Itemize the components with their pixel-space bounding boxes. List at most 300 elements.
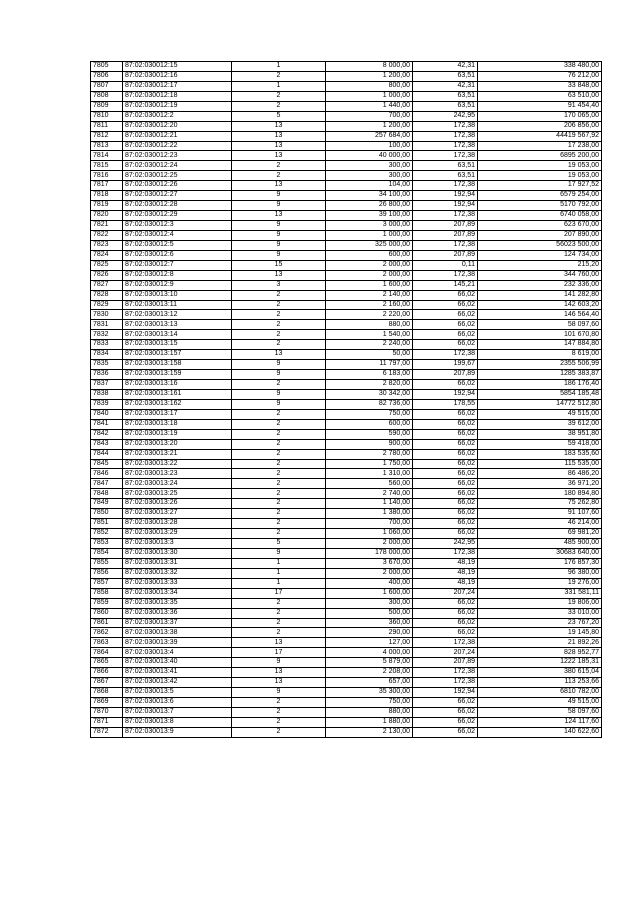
area-cell: 1 200,00 [326,121,413,131]
table-row [91,588,602,598]
area-cell: 1 600,00 [326,280,413,290]
area-cell: 800,00 [326,81,413,91]
rate-cell: 63,51 [413,101,478,111]
table-row [91,717,602,727]
cadastral-number-cell: 87:02:030012:22 [123,141,232,151]
group-cell: 2 [232,717,326,727]
row-number-cell: 7827 [91,280,123,290]
group-cell: 9 [232,360,326,370]
table-row [91,409,602,419]
table-row [91,181,602,191]
rate-cell: 242,95 [413,111,478,121]
row-number-cell: 7864 [91,648,123,658]
table-row [91,399,602,409]
row-number-cell: 7823 [91,240,123,250]
rate-cell: 192,94 [413,191,478,201]
area-cell: 178 000,00 [326,548,413,558]
cadastral-number-cell: 87:02:030013:33 [123,578,232,588]
group-cell: 2 [232,91,326,101]
table-row [91,171,602,181]
rate-cell: 172,38 [413,240,478,250]
group-cell: 2 [232,300,326,310]
value-cell: 215,20 [478,260,602,270]
rate-cell: 48,19 [413,578,478,588]
rate-cell: 172,38 [413,668,478,678]
area-cell: 2 220,00 [326,310,413,320]
row-number-cell: 7832 [91,330,123,340]
row-number-cell: 7843 [91,439,123,449]
table-row [91,151,602,161]
table-row [91,707,602,717]
group-cell: 2 [232,608,326,618]
table-row [91,250,602,260]
cadastral-number-cell: 87:02:030013:28 [123,519,232,529]
area-cell: 600,00 [326,419,413,429]
row-number-cell: 7863 [91,638,123,648]
table-row [91,618,602,628]
area-cell: 400,00 [326,578,413,588]
group-cell: 2 [232,449,326,459]
area-cell: 3 000,00 [326,221,413,231]
group-cell: 9 [232,399,326,409]
rate-cell: 172,38 [413,548,478,558]
rate-cell: 172,38 [413,638,478,648]
row-number-cell: 7829 [91,300,123,310]
value-cell: 59 418,00 [478,439,602,449]
cadastral-number-cell: 87:02:030012:27 [123,191,232,201]
area-cell: 300,00 [326,171,413,181]
cadastral-number-cell: 87:02:030012:28 [123,201,232,211]
area-cell: 35 300,00 [326,688,413,698]
cadastral-number-cell: 87:02:030013:3 [123,539,232,549]
table-row [91,628,602,638]
area-cell: 2 000,00 [326,270,413,280]
value-cell: 338 480,00 [478,62,602,72]
value-cell: 6579 254,00 [478,191,602,201]
table-row [91,429,602,439]
table-row [91,111,602,121]
row-number-cell: 7869 [91,698,123,708]
area-cell: 700,00 [326,111,413,121]
table-row [91,558,602,568]
table-row [91,221,602,231]
group-cell: 2 [232,499,326,509]
area-cell: 2 820,00 [326,380,413,390]
table-row [91,320,602,330]
group-cell: 2 [232,330,326,340]
rate-cell: 192,94 [413,389,478,399]
table-row [91,668,602,678]
value-cell: 176 857,30 [478,558,602,568]
row-number-cell: 7812 [91,131,123,141]
rate-cell: 66,02 [413,409,478,419]
rate-cell: 66,02 [413,380,478,390]
cadastral-number-cell: 87:02:030013:16 [123,380,232,390]
area-cell: 600,00 [326,250,413,260]
group-cell: 9 [232,658,326,668]
area-cell: 1 600,00 [326,588,413,598]
group-cell: 13 [232,121,326,131]
rate-cell: 42,31 [413,81,478,91]
group-cell: 9 [232,191,326,201]
cadastral-number-cell: 87:02:030012:24 [123,161,232,171]
value-cell: 8 619,00 [478,350,602,360]
table-row [91,389,602,399]
area-cell: 300,00 [326,161,413,171]
table-row [91,489,602,499]
value-cell: 21 892,26 [478,638,602,648]
rate-cell: 66,02 [413,449,478,459]
value-cell: 58 097,60 [478,320,602,330]
rate-cell: 66,02 [413,698,478,708]
rate-cell: 66,02 [413,439,478,449]
value-cell: 19 276,00 [478,578,602,588]
group-cell: 2 [232,519,326,529]
area-cell: 2 140,00 [326,290,413,300]
table-row [91,598,602,608]
group-cell: 13 [232,181,326,191]
table-row [91,360,602,370]
cadastral-number-cell: 87:02:030013:8 [123,717,232,727]
group-cell: 17 [232,648,326,658]
rate-cell: 66,02 [413,489,478,499]
rate-cell: 66,02 [413,300,478,310]
row-number-cell: 7807 [91,81,123,91]
row-number-cell: 7848 [91,489,123,499]
row-number-cell: 7861 [91,618,123,628]
area-cell: 39 100,00 [326,211,413,221]
table-row [91,678,602,688]
table-row [91,539,602,549]
value-cell: 39 612,00 [478,419,602,429]
table-row [91,330,602,340]
table-row [91,469,602,479]
cadastral-number-cell: 87:02:030012:15 [123,62,232,72]
table-row [91,141,602,151]
row-number-cell: 7835 [91,360,123,370]
rate-cell: 48,19 [413,568,478,578]
group-cell: 9 [232,370,326,380]
row-number-cell: 7856 [91,568,123,578]
value-cell: 30683 640,00 [478,548,602,558]
rate-cell: 66,02 [413,340,478,350]
cadastral-number-cell: 87:02:030013:14 [123,330,232,340]
rate-cell: 207,24 [413,588,478,598]
value-cell: 115 535,00 [478,459,602,469]
cadastral-number-cell: 87:02:030013:23 [123,469,232,479]
area-cell: 1 540,00 [326,330,413,340]
rate-cell: 172,38 [413,141,478,151]
cadastral-number-cell: 87:02:030013:10 [123,290,232,300]
group-cell: 2 [232,320,326,330]
area-cell: 360,00 [326,618,413,628]
table-row [91,260,602,270]
table-row [91,380,602,390]
area-cell: 2 740,00 [326,489,413,499]
cadastral-number-cell: 87:02:030012:17 [123,81,232,91]
group-cell: 13 [232,678,326,688]
rate-cell: 172,38 [413,181,478,191]
area-cell: 500,00 [326,608,413,618]
document-page [90,61,599,738]
row-number-cell: 7826 [91,270,123,280]
rate-cell: 207,89 [413,230,478,240]
area-cell: 750,00 [326,698,413,708]
value-cell: 124 734,00 [478,250,602,260]
row-number-cell: 7860 [91,608,123,618]
row-number-cell: 7809 [91,101,123,111]
group-cell: 2 [232,509,326,519]
area-cell: 1 440,00 [326,101,413,111]
area-cell: 100,00 [326,141,413,151]
cadastral-number-cell: 87:02:030012:20 [123,121,232,131]
value-cell: 19 806,00 [478,598,602,608]
area-cell: 1 310,00 [326,469,413,479]
cadastral-number-cell: 87:02:030013:13 [123,320,232,330]
row-number-cell: 7854 [91,548,123,558]
area-cell: 900,00 [326,439,413,449]
group-cell: 9 [232,548,326,558]
rate-cell: 63,51 [413,171,478,181]
group-cell: 13 [232,151,326,161]
area-cell: 325 000,00 [326,240,413,250]
row-number-cell: 7821 [91,221,123,231]
area-cell: 82 736,00 [326,399,413,409]
table-row [91,727,602,737]
table-body [91,62,602,738]
cadastral-number-cell: 87:02:030013:42 [123,678,232,688]
area-cell: 1 200,00 [326,71,413,81]
value-cell: 141 282,80 [478,290,602,300]
cadastral-number-cell: 87:02:030013:25 [123,489,232,499]
value-cell: 5854 185,48 [478,389,602,399]
row-number-cell: 7871 [91,717,123,727]
cadastral-number-cell: 87:02:030013:9 [123,727,232,737]
value-cell: 6810 782,00 [478,688,602,698]
row-number-cell: 7855 [91,558,123,568]
cadastral-number-cell: 87:02:030013:4 [123,648,232,658]
value-cell: 69 981,20 [478,529,602,539]
cadastral-number-cell: 87:02:030013:20 [123,439,232,449]
cadastral-number-cell: 87:02:030013:29 [123,529,232,539]
row-number-cell: 7831 [91,320,123,330]
area-cell: 2 780,00 [326,449,413,459]
row-number-cell: 7814 [91,151,123,161]
table-row [91,648,602,658]
cadastral-number-cell: 87:02:030012:7 [123,260,232,270]
value-cell: 6895 200,00 [478,151,602,161]
rate-cell: 207,24 [413,648,478,658]
area-cell: 50,00 [326,350,413,360]
row-number-cell: 7828 [91,290,123,300]
group-cell: 2 [232,479,326,489]
value-cell: 63 510,00 [478,91,602,101]
cadastral-number-cell: 87:02:030013:35 [123,598,232,608]
group-cell: 2 [232,101,326,111]
cadastral-number-cell: 87:02:030012:3 [123,221,232,231]
cadastral-number-cell: 87:02:030013:6 [123,698,232,708]
row-number-cell: 7816 [91,171,123,181]
table-row [91,211,602,221]
row-number-cell: 7849 [91,499,123,509]
row-number-cell: 7840 [91,409,123,419]
cadastral-number-cell: 87:02:030012:16 [123,71,232,81]
table-row [91,201,602,211]
cadastral-number-cell: 87:02:030013:11 [123,300,232,310]
value-cell: 5170 792,00 [478,201,602,211]
value-cell: 344 760,00 [478,270,602,280]
table-row [91,91,602,101]
cadastral-number-cell: 87:02:030013:5 [123,688,232,698]
cadastral-number-cell: 87:02:030013:12 [123,310,232,320]
area-cell: 2 000,00 [326,568,413,578]
cadastral-number-cell: 87:02:030013:30 [123,548,232,558]
table-row [91,578,602,588]
table-row [91,240,602,250]
area-cell: 2 130,00 [326,727,413,737]
value-cell: 19 145,80 [478,628,602,638]
group-cell: 13 [232,141,326,151]
rate-cell: 66,02 [413,608,478,618]
group-cell: 2 [232,419,326,429]
value-cell: 828 952,77 [478,648,602,658]
row-number-cell: 7830 [91,310,123,320]
area-cell: 1 880,00 [326,717,413,727]
area-cell: 560,00 [326,479,413,489]
table-row [91,548,602,558]
group-cell: 9 [232,221,326,231]
value-cell: 207 890,00 [478,230,602,240]
rate-cell: 66,02 [413,479,478,489]
rate-cell: 207,89 [413,250,478,260]
cadastral-number-cell: 87:02:030012:29 [123,211,232,221]
table-row [91,230,602,240]
table-row [91,62,602,72]
rate-cell: 242,95 [413,539,478,549]
table-row [91,698,602,708]
table-row [91,270,602,280]
rate-cell: 66,02 [413,320,478,330]
row-number-cell: 7842 [91,429,123,439]
cadastral-number-cell: 87:02:030012:26 [123,181,232,191]
area-cell: 590,00 [326,429,413,439]
cadastral-number-cell: 87:02:030012:6 [123,250,232,260]
group-cell: 2 [232,707,326,717]
rate-cell: 66,02 [413,727,478,737]
table-row [91,81,602,91]
value-cell: 1222 185,31 [478,658,602,668]
rate-cell: 42,31 [413,62,478,72]
table-row [91,300,602,310]
row-number-cell: 7819 [91,201,123,211]
cadastral-number-cell: 87:02:030013:22 [123,459,232,469]
rate-cell: 207,89 [413,370,478,380]
row-number-cell: 7862 [91,628,123,638]
row-number-cell: 7872 [91,727,123,737]
table-row [91,608,602,618]
value-cell: 186 176,40 [478,380,602,390]
area-cell: 34 100,00 [326,191,413,201]
table-row [91,519,602,529]
area-cell: 104,00 [326,181,413,191]
cadastral-number-cell: 87:02:030012:25 [123,171,232,181]
group-cell: 13 [232,270,326,280]
rate-cell: 172,38 [413,678,478,688]
rate-cell: 66,02 [413,618,478,628]
row-number-cell: 7824 [91,250,123,260]
row-number-cell: 7844 [91,449,123,459]
area-cell: 880,00 [326,707,413,717]
group-cell: 13 [232,668,326,678]
row-number-cell: 7810 [91,111,123,121]
area-cell: 750,00 [326,409,413,419]
table-row [91,290,602,300]
table-row [91,459,602,469]
value-cell: 76 212,00 [478,71,602,81]
row-number-cell: 7851 [91,519,123,529]
group-cell: 2 [232,459,326,469]
area-cell: 2 160,00 [326,300,413,310]
cadastral-number-cell: 87:02:030013:7 [123,707,232,717]
group-cell: 1 [232,62,326,72]
value-cell: 623 670,00 [478,221,602,231]
cadastral-number-cell: 87:02:030013:18 [123,419,232,429]
area-cell: 5 879,00 [326,658,413,668]
row-number-cell: 7858 [91,588,123,598]
value-cell: 19 053,00 [478,161,602,171]
rate-cell: 172,38 [413,131,478,141]
table-row [91,310,602,320]
cadastral-number-cell: 87:02:030013:19 [123,429,232,439]
value-cell: 2355 506,99 [478,360,602,370]
row-number-cell: 7845 [91,459,123,469]
table-row [91,191,602,201]
cadastral-number-cell: 87:02:030013:158 [123,360,232,370]
rate-cell: 192,94 [413,688,478,698]
cadastral-number-cell: 87:02:030012:21 [123,131,232,141]
rate-cell: 66,02 [413,429,478,439]
value-cell: 23 767,20 [478,618,602,628]
value-cell: 86 486,20 [478,469,602,479]
cadastral-number-cell: 87:02:030013:36 [123,608,232,618]
rate-cell: 66,02 [413,310,478,320]
value-cell: 36 971,20 [478,479,602,489]
row-number-cell: 7836 [91,370,123,380]
row-number-cell: 7839 [91,399,123,409]
area-cell: 2 208,00 [326,668,413,678]
cadastral-number-cell: 87:02:030012:19 [123,101,232,111]
rate-cell: 63,51 [413,91,478,101]
rate-cell: 66,02 [413,598,478,608]
value-cell: 33 010,00 [478,608,602,618]
cadastral-number-cell: 87:02:030012:5 [123,240,232,250]
group-cell: 1 [232,568,326,578]
rate-cell: 199,67 [413,360,478,370]
cadastral-number-cell: 87:02:030013:162 [123,399,232,409]
group-cell: 13 [232,638,326,648]
row-number-cell: 7846 [91,469,123,479]
rate-cell: 172,38 [413,211,478,221]
area-cell: 11 797,00 [326,360,413,370]
table-row [91,131,602,141]
table-row [91,280,602,290]
row-number-cell: 7870 [91,707,123,717]
group-cell: 2 [232,529,326,539]
group-cell: 9 [232,389,326,399]
group-cell: 9 [232,230,326,240]
group-cell: 2 [232,618,326,628]
value-cell: 96 380,00 [478,568,602,578]
